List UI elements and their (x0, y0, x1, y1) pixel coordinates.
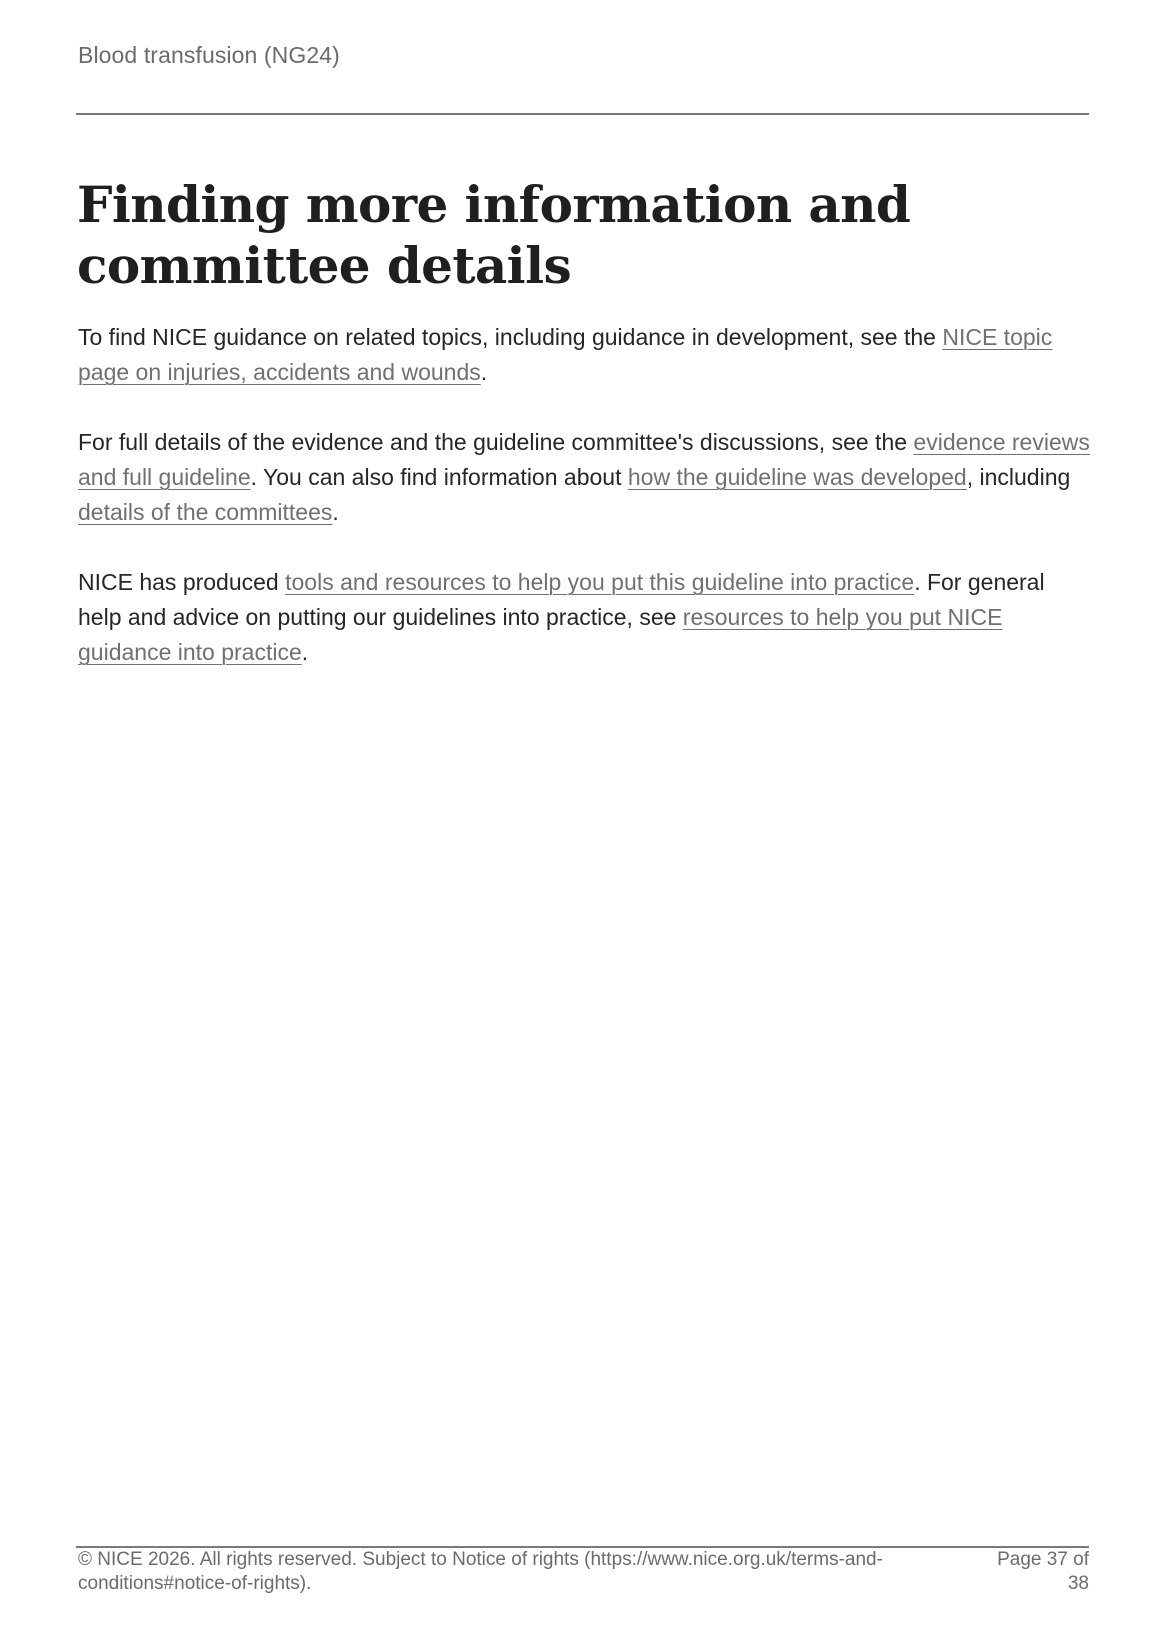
paragraph-tools-resources (78, 565, 1090, 670)
paragraph-text: NICE has produced (78, 569, 286, 595)
paragraph-text: To find NICE guidance on related topics, including guidance in development, see the (78, 324, 943, 350)
paragraph-text: . (480, 359, 488, 385)
page-number: Page 37 of 38 (997, 1549, 1089, 1594)
paragraph-text: For full details of the evidence and the guideline committee's discussions, see the (78, 429, 914, 455)
copyright-notice: © NICE 2026. All rights reserved. Subject to Notice of rights (https://www.nice.org.uk/terms-and-conditions#notice-of-rights). (78, 1549, 883, 1594)
how-guideline-developed-link[interactable]: how the guideline was developed (627, 464, 967, 490)
page-footer (78, 1548, 1089, 1596)
paragraph-text: . For general help and advice on putting our guidelines into practice, see (78, 569, 1045, 630)
page-title: Finding more information and committee details (77, 175, 911, 295)
paragraph-related-topics (78, 320, 1090, 390)
evidence-reviews-link[interactable]: evidence reviews and full guideline (78, 429, 1090, 490)
nice-topic-page-link[interactable]: NICE topic page on injuries, accidents and wounds (78, 324, 1053, 385)
put-guidance-into-practice-link[interactable]: resources to help you put NICE guidance into practice (78, 604, 1003, 665)
paragraph-evidence-details (78, 425, 1090, 530)
running-header: Blood transfusion (NG24) (78, 42, 340, 68)
paragraph-text: , including (966, 464, 1071, 490)
tools-resources-link[interactable]: tools and resources to help you put this guideline into practice (285, 569, 915, 595)
paragraph-text: . You can also find information about (250, 464, 628, 490)
paragraph-text: . (301, 639, 309, 665)
committee-details-link[interactable]: details of the committees (78, 499, 333, 525)
body-text (78, 320, 1090, 705)
paragraph-text: . (332, 499, 339, 525)
header-divider (76, 113, 1089, 115)
